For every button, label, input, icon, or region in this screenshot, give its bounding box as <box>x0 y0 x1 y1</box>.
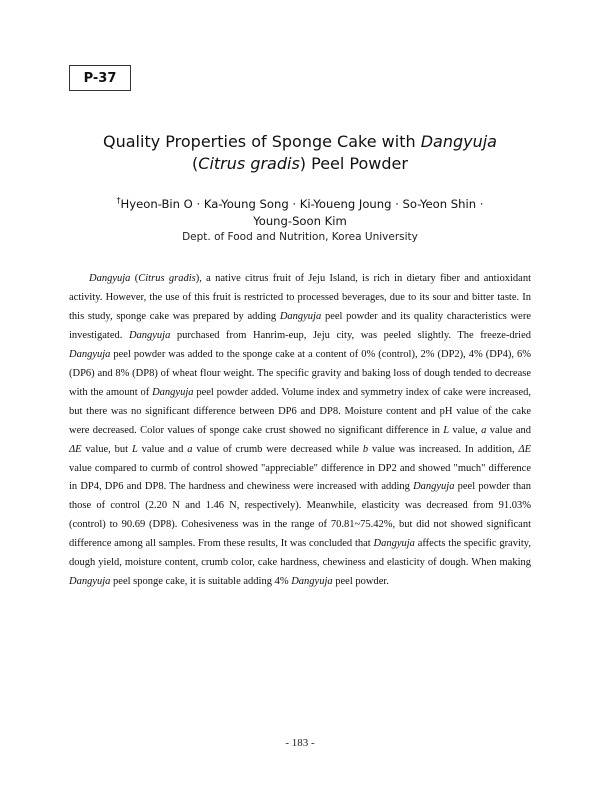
italic-term: Dangyuja <box>413 481 455 493</box>
italic-term: Dangyuja <box>128 329 171 341</box>
italic-term: L <box>443 424 450 436</box>
italic-term: Dangyuja <box>69 576 111 588</box>
italic-term: L <box>131 443 138 455</box>
text-run: ), a native citrus fruit of Jeju Island, is rich in dietary fiber and antioxidant activity. However, the use of this fruit is restricted to processed beverages, due to its sour and bitter taste. In this study, sponge cake was prepared by adding <box>69 273 532 322</box>
text-run: value and <box>137 443 188 455</box>
italic-term: ΔE <box>69 443 82 455</box>
text-run: peel powder. <box>332 576 389 588</box>
author-names: Young-Soon Kim <box>253 214 347 228</box>
italic-term: a <box>187 443 193 455</box>
italic-term: Dangyuja <box>291 576 333 588</box>
italic-term: Dangyuja <box>279 310 322 322</box>
text-run: peel sponge cake, it is suitable adding 4% <box>110 576 292 588</box>
title-italic-term: Citrus gradis <box>198 154 300 173</box>
italic-term: Dangyuja <box>152 386 194 398</box>
text-run: peel powder and its quality characteristics were investigated. <box>69 310 531 341</box>
author-names: Hyeon-Bin O · Ka-Young Song · Ki-Youeng Joung · So-Yeon Shin · <box>120 197 484 211</box>
affiliation: Dept. of Food and Nutrition, Korea University <box>182 231 418 243</box>
text-run: affects the specific gravity, dough yield, moisture content, crumb color, cake hardness, chewiness and elasticity of dough. When making <box>69 538 531 569</box>
text-run: peel powder was added to the sponge cake at a content of 0% (control), 2% (DP2), 4% (DP4), 6% (DP6) and 8% (DP8) of wheat flour weight. The specific gravity and baking loss of dough tended to decrease with the amount of <box>69 348 531 398</box>
paper-title <box>60 131 540 175</box>
italic-term: Dangyuja <box>373 538 415 550</box>
title-text: Quality Properties of Sponge Cake with <box>103 132 421 151</box>
text-run: value, but <box>81 443 132 455</box>
italic-term: ΔE <box>518 443 532 455</box>
author-list <box>80 192 520 230</box>
poster-number: P-37 <box>83 70 117 86</box>
poster-number-badge <box>69 65 131 91</box>
author-line-2 <box>80 213 520 230</box>
text-run: ( <box>130 273 139 284</box>
text-run: value compared to curmb of control showed "appreciable" difference in DP2 and showed "much" difference in DP4, DP6 and DP8. The hardness and chewiness were increased with adding <box>69 462 531 493</box>
italic-term: a <box>481 424 487 436</box>
page-number: - 183 - <box>285 737 315 749</box>
title-text: ) Peel Powder <box>299 154 408 173</box>
corresponding-author-mark: † <box>116 196 121 205</box>
text-run: value of crumb were decreased while <box>192 443 363 455</box>
title-italic-term: Dangyuja <box>420 132 497 151</box>
italic-term: Dangyuja <box>69 348 111 360</box>
title-line-2 <box>60 153 540 175</box>
text-run: peel powder added. Volume index and symmetry index of cake were increased, but there was no significant difference between DP6 and DP8. Moisture content and pH value of the cake were decreased. Color values of sponge cake crust showed no significant difference in <box>69 386 531 436</box>
author-line-1 <box>80 192 520 213</box>
italic-term: Dangyuja <box>89 273 131 284</box>
text-run: purchased from Hanrim-eup, Jeju city, was peeled slightly. The freeze-dried <box>170 329 531 341</box>
title-line-1 <box>60 131 540 153</box>
title-text: ( <box>192 154 199 173</box>
abstract-body <box>69 270 531 592</box>
abstract-paragraph <box>69 270 531 592</box>
italic-term: Citrus gradis <box>138 273 196 284</box>
text-run: value and <box>486 424 531 436</box>
text-run: value, <box>449 424 482 436</box>
text-run: value was increased. In addition, <box>368 443 519 455</box>
italic-term: b <box>362 443 369 455</box>
text-run: peel powder than those of control (2.20 N and 1.46 N, respectively). Meanwhile, elasticity was decreased from 91.03% (control) to 90.69 (DP8). Cohesiveness was in the range of 70.81~75.42%, but did not showed significant difference among all samples. From these results, It was concluded that <box>69 481 531 550</box>
